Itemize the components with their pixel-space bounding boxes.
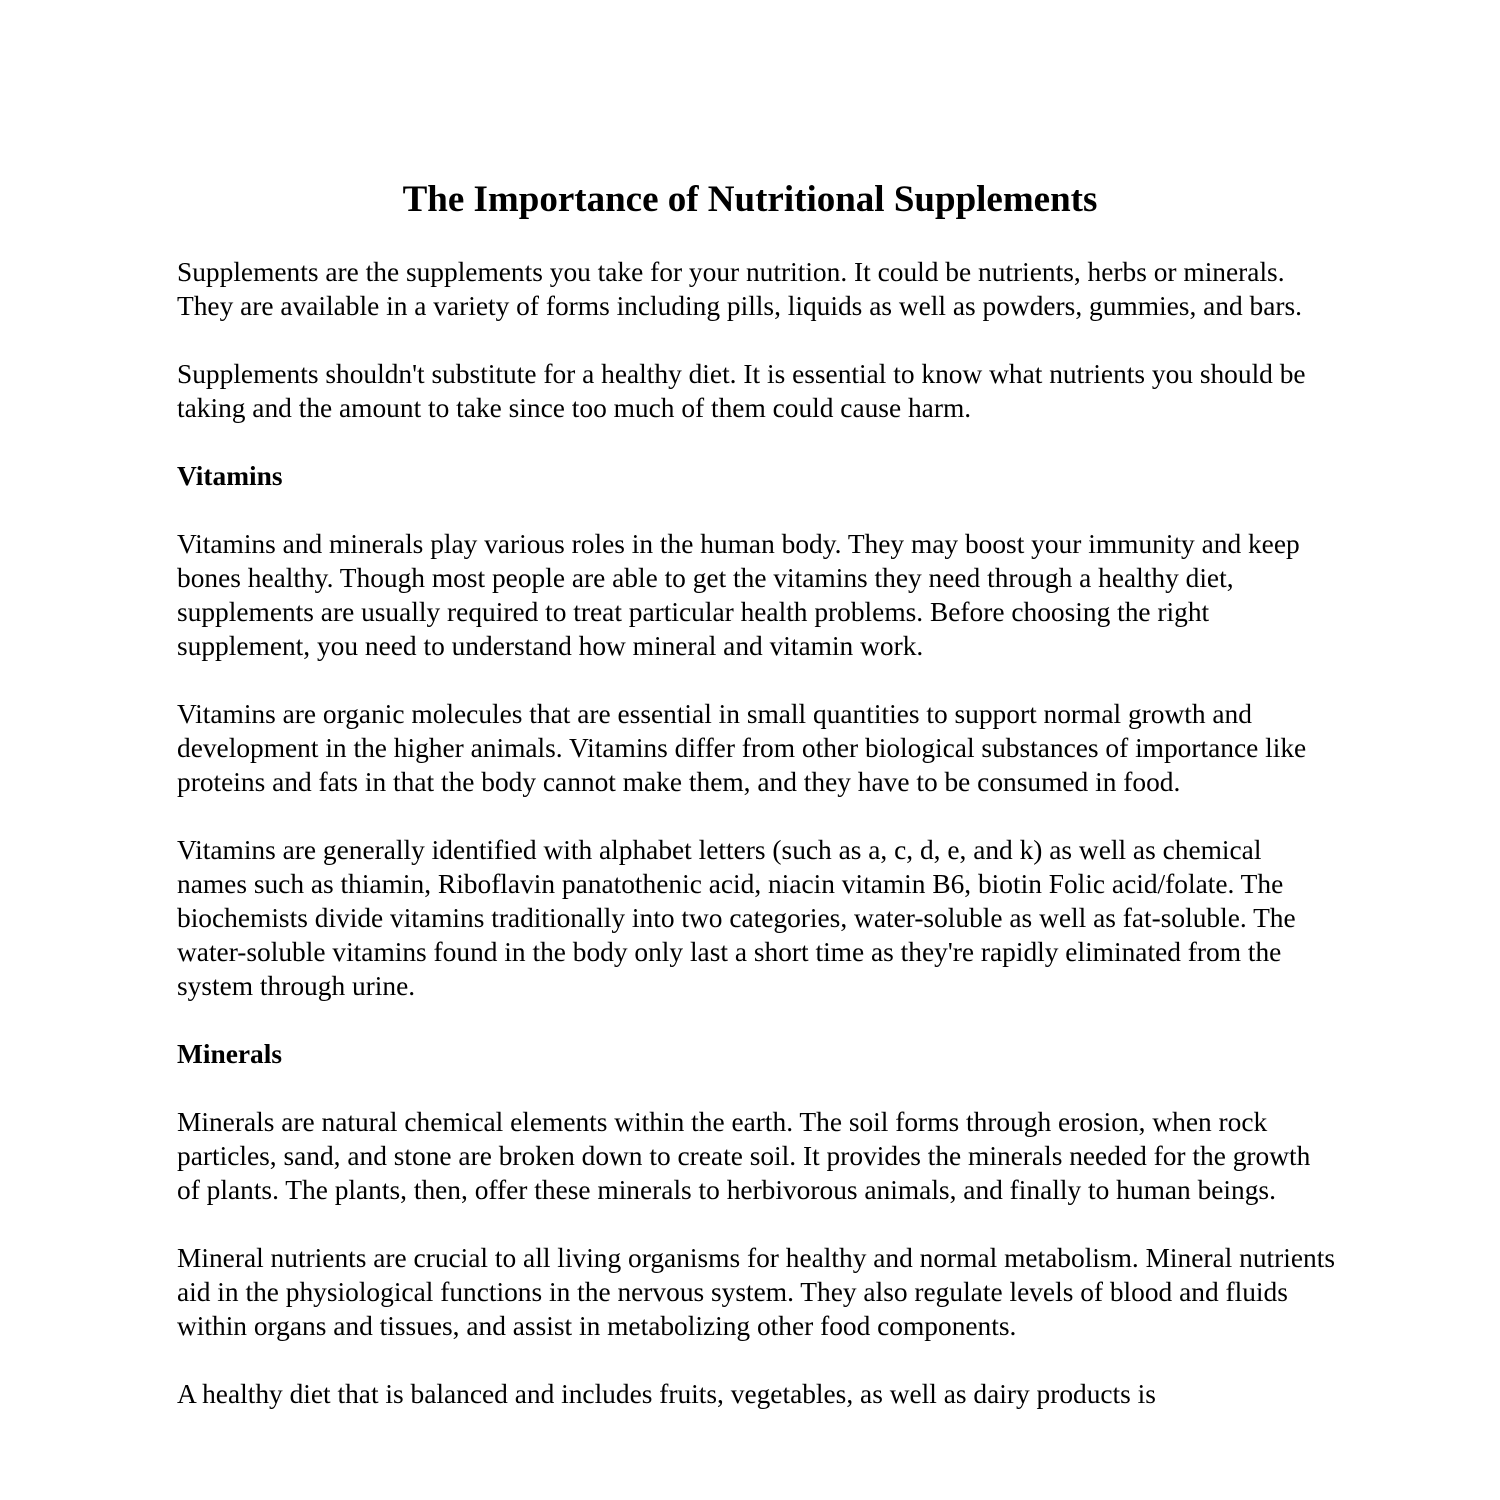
minerals-paragraph-3: A healthy diet that is balanced and includes fruits, vegetables, as well as dairy products is [177, 1379, 1156, 1409]
document-body [177, 255, 1337, 1445]
vitamins-paragraph-1: Vitamins and minerals play various roles in the human body. They may boost your immunity and keep bones healthy. Though most people are able to get the vitamins they need through a healthy diet, supplements are usually required to treat particular health problems. Before choosing the right supplement, you need to understand how mineral and vitamin work. [177, 529, 1300, 661]
vitamins-paragraph-3: Vitamins are generally identified with alphabet letters (such as a, c, d, e, and k) as well as chemical names such as thiamin, Riboflavin panatothenic acid, niacin vitamin B6, biotin Folic acid/folate. The biochemists divide vitamins traditionally into two categories, water-soluble as well as fat-soluble. The water-soluble vitamins found in the body only last a short time as they're rapidly eliminated from the system through urine. [177, 835, 1296, 1001]
section-heading-vitamins: Vitamins [177, 461, 283, 491]
minerals-paragraph-1: Minerals are natural chemical elements within the earth. The soil forms through erosion, when rock particles, sand, and stone are broken down to create soil. It provides the minerals needed for the growth of plants. The plants, then, offer these minerals to herbivorous animals, and finally to human beings. [177, 1107, 1311, 1205]
intro-paragraph-1: Supplements are the supplements you take for your nutrition. It could be nutrients, herbs or minerals. They are available in a variety of forms including pills, liquids as well as powders, gummies, and bars. [177, 257, 1303, 321]
vitamins-paragraph-2: Vitamins are organic molecules that are essential in small quantities to support normal growth and development in the higher animals. Vitamins differ from other biological substances of importance like proteins and fats in that the body cannot make them, and they have to be consumed in food. [177, 699, 1307, 797]
minerals-paragraph-2: Mineral nutrients are crucial to all living organisms for healthy and normal metabolism. Mineral nutrients aid in the physiological functions in the nervous system. They also regulate levels of blood and fluids within organs and tissues, and assist in metabolizing other food components. [177, 1243, 1335, 1341]
document-title: The Importance of Nutritional Supplements [402, 179, 1098, 220]
intro-paragraph-2: Supplements shouldn't substitute for a healthy diet. It is essential to know what nutrients you should be taking and the amount to take since too much of them could cause harm. [177, 359, 1306, 423]
section-heading-minerals: Minerals [177, 1039, 282, 1069]
